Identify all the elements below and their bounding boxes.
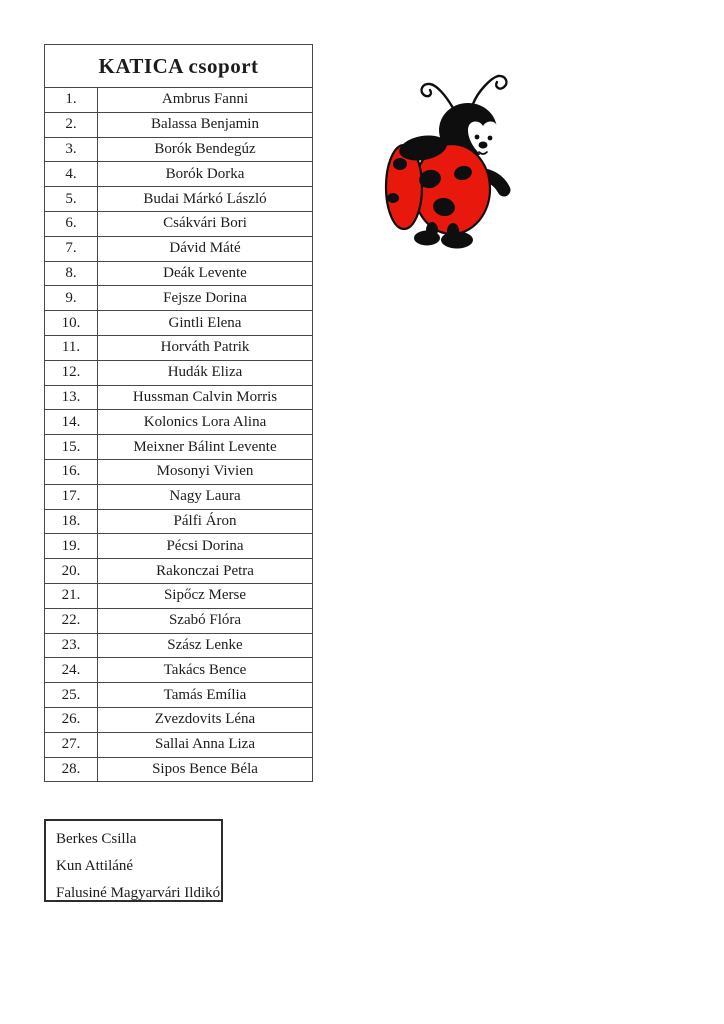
- group-title: KATICA csoport: [45, 45, 313, 88]
- ladybug-eye-right: [488, 136, 493, 141]
- table-row: [45, 335, 313, 360]
- student-name: Tamás Emília: [98, 683, 313, 708]
- row-number: 1.: [45, 88, 98, 113]
- row-number: 11.: [45, 335, 98, 360]
- student-name: Mosonyi Vivien: [98, 459, 313, 484]
- table-row: [45, 683, 313, 708]
- row-number: 3.: [45, 137, 98, 162]
- ladybug-nose: [479, 142, 488, 149]
- ladybug-illustration: [383, 58, 523, 253]
- row-number: 19.: [45, 534, 98, 559]
- student-name: Fejsze Dorina: [98, 286, 313, 311]
- row-number: 14.: [45, 410, 98, 435]
- student-name: Dávid Máté: [98, 236, 313, 261]
- student-name: Hudák Eliza: [98, 360, 313, 385]
- table-row: [45, 633, 313, 658]
- table-row: [45, 385, 313, 410]
- student-name: Ambrus Fanni: [98, 88, 313, 113]
- table-row: [45, 211, 313, 236]
- table-row: [45, 137, 313, 162]
- row-number: 25.: [45, 683, 98, 708]
- staff-name: Falusiné Magyarvári Ildikó: [56, 885, 221, 901]
- row-number: 17.: [45, 484, 98, 509]
- student-name: Csákvári Bori: [98, 211, 313, 236]
- row-number: 15.: [45, 435, 98, 460]
- table-header-row: [45, 45, 313, 88]
- student-name: Horváth Patrik: [98, 335, 313, 360]
- ladybug-eye-left: [475, 135, 480, 140]
- staff-box: [44, 819, 223, 902]
- row-number: 23.: [45, 633, 98, 658]
- row-number: 8.: [45, 261, 98, 286]
- table-row: [45, 583, 313, 608]
- student-name: Takács Bence: [98, 658, 313, 683]
- table-row: [45, 608, 313, 633]
- table-row: [45, 410, 313, 435]
- row-number: 6.: [45, 211, 98, 236]
- row-number: 4.: [45, 162, 98, 187]
- row-number: 5.: [45, 187, 98, 212]
- row-number: 18.: [45, 509, 98, 534]
- row-number: 22.: [45, 608, 98, 633]
- table-row: [45, 509, 313, 534]
- student-name: Hussman Calvin Morris: [98, 385, 313, 410]
- student-name: Sallai Anna Liza: [98, 732, 313, 757]
- row-number: 28.: [45, 757, 98, 782]
- table-row: [45, 658, 313, 683]
- student-name: Rakonczai Petra: [98, 559, 313, 584]
- student-name: Budai Márkó László: [98, 187, 313, 212]
- row-number: 24.: [45, 658, 98, 683]
- student-name: Balassa Benjamin: [98, 112, 313, 137]
- row-number: 9.: [45, 286, 98, 311]
- table-row: [45, 435, 313, 460]
- table-row: [45, 534, 313, 559]
- row-number: 10.: [45, 311, 98, 336]
- table-row: [45, 311, 313, 336]
- student-name: Szabó Flóra: [98, 608, 313, 633]
- table-row: [45, 162, 313, 187]
- table-row: [45, 112, 313, 137]
- student-name: Pálfi Áron: [98, 509, 313, 534]
- staff-name: Berkes Csilla: [56, 831, 137, 847]
- table-row: [45, 187, 313, 212]
- row-number: 2.: [45, 112, 98, 137]
- row-number: 26.: [45, 707, 98, 732]
- staff-name: Kun Attiláné: [56, 858, 134, 874]
- student-name: Pécsi Dorina: [98, 534, 313, 559]
- table-row: [45, 484, 313, 509]
- table-row: [45, 88, 313, 113]
- student-name: Sipos Bence Béla: [98, 757, 313, 782]
- table-row: [45, 459, 313, 484]
- student-name: Sipőcz Merse: [98, 583, 313, 608]
- student-name: Gintli Elena: [98, 311, 313, 336]
- table-row: [45, 559, 313, 584]
- student-name: Meixner Bálint Levente: [98, 435, 313, 460]
- row-number: 21.: [45, 583, 98, 608]
- table-row: [45, 286, 313, 311]
- row-number: 12.: [45, 360, 98, 385]
- table-row: [45, 732, 313, 757]
- table-row: [45, 707, 313, 732]
- student-name: Kolonics Lora Alina: [98, 410, 313, 435]
- table-row: [45, 236, 313, 261]
- student-name: Nagy Laura: [98, 484, 313, 509]
- ladybug-antennae-icon: [422, 76, 507, 108]
- student-name: Deák Levente: [98, 261, 313, 286]
- row-number: 20.: [45, 559, 98, 584]
- table-row: [45, 261, 313, 286]
- table-row: [45, 757, 313, 782]
- row-number: 27.: [45, 732, 98, 757]
- row-number: 16.: [45, 459, 98, 484]
- student-name: Szász Lenke: [98, 633, 313, 658]
- row-number: 13.: [45, 385, 98, 410]
- student-name: Borók Dorka: [98, 162, 313, 187]
- roster-table: [44, 44, 313, 782]
- row-number: 7.: [45, 236, 98, 261]
- student-name: Borók Bendegúz: [98, 137, 313, 162]
- student-name: Zvezdovits Léna: [98, 707, 313, 732]
- table-row: [45, 360, 313, 385]
